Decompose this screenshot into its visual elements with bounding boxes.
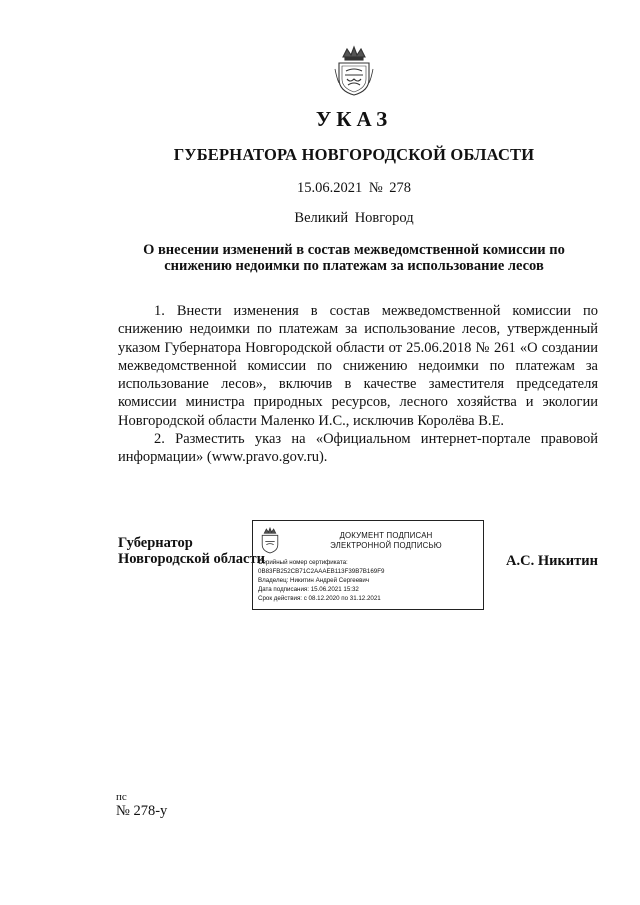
stamp-validity: Срок действия: с 08.12.2020 по 31.12.2021	[258, 595, 381, 602]
signatory-post-line-1: Губернатор	[118, 535, 193, 551]
document-footer	[116, 790, 167, 818]
stamp-title-line-1: ДОКУМЕНТ ПОДПИСАН	[339, 531, 433, 540]
electronic-signature-stamp	[252, 520, 484, 610]
heading-line-2: снижению недоимки по платежам за использование лесов	[164, 258, 544, 274]
signatory-post	[118, 536, 265, 567]
heading-line-1: О внесении изменений в состав межведомственной комиссии по	[143, 242, 565, 258]
document-subtitle: ГУБЕРНАТОРА НОВГОРОДСКОЙ ОБЛАСТИ	[173, 145, 535, 164]
stamp-cert-label: Серийный номер сертификата:	[258, 559, 348, 566]
footer-number: № 278-у	[116, 803, 168, 819]
signatory-post-line-2: Новгородской области	[118, 550, 265, 567]
document-title: УКАЗ	[315, 107, 393, 131]
footer-code: пс	[116, 791, 127, 803]
stamp-title-line-2: ЭЛЕКТРОННОЙ ПОДПИСЬЮ	[330, 541, 442, 550]
signatory-name: А.С. Никитин	[506, 553, 598, 569]
paragraph-2: 2. Разместить указ на «Официальном интернет-портале правовой информации» (www.pravo.gov.ru).	[118, 431, 598, 466]
document-city: Великий Новгород	[294, 210, 414, 226]
stamp-cert-number: 0B83FB252CB71C2AAAEB113F39B7B169F9	[258, 568, 385, 575]
document-body	[118, 302, 598, 467]
stamp-title	[291, 531, 481, 551]
coat-of-arms-icon	[259, 527, 281, 554]
document-heading	[132, 242, 576, 274]
coat-of-arms-icon	[333, 45, 375, 97]
paragraph-1: 1. Внести изменения в состав межведомственной комиссии по снижению недоимки по платежам за использование лесов, утвержденный указом Губернатора Новгородской области от 25.06.2018 № 261 «О создании межведомственной комиссии по снижению недоимки по платежам за использование лесов», включив в качестве заместителя председателя комиссии министра природных ресурсов, лесного хозяйства и экологии Новгородской области Маленко И.С., исключив Королёва В.Е.	[118, 303, 598, 429]
stamp-signed-date: Дата подписания: 15.06.2021 15:32	[258, 586, 359, 593]
document-date-number: 15.06.2021 № 278	[296, 180, 412, 196]
stamp-owner: Владелец: Никитин Андрей Сергеевич	[258, 577, 370, 584]
stamp-details	[258, 558, 480, 603]
